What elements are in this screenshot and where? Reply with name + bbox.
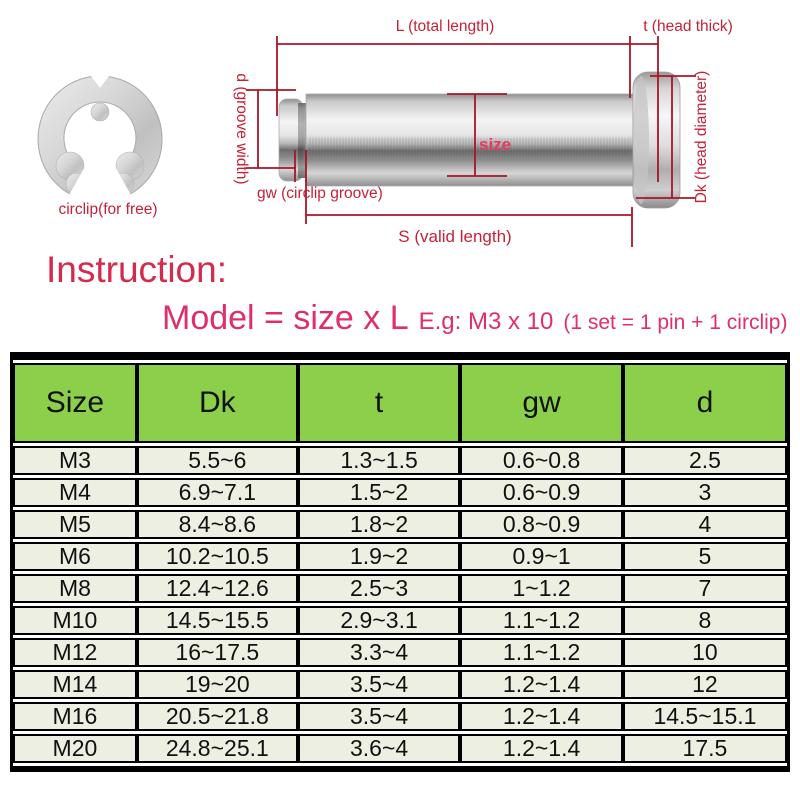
table-cell: M12 xyxy=(13,638,137,667)
table-cell: 1.8~2 xyxy=(298,510,461,539)
table-row xyxy=(13,638,787,667)
label-total-length: L (total length) xyxy=(395,18,495,35)
table-cell: 3 xyxy=(623,478,787,507)
table-cell: M5 xyxy=(13,510,137,539)
label-valid-length: S (valid length) xyxy=(398,227,512,246)
table-cell: 2.5 xyxy=(623,446,787,475)
table-cell: 5 xyxy=(623,542,787,571)
table-cell: 10.2~10.5 xyxy=(137,542,298,571)
spec-table-body xyxy=(13,446,787,763)
table-row xyxy=(13,606,787,635)
table-cell: 3.5~4 xyxy=(298,670,461,699)
model-example: E.g: M3 x 10 xyxy=(418,308,554,335)
model-line xyxy=(162,299,787,338)
table-cell: 0.6~0.8 xyxy=(460,446,623,475)
table-cell: M14 xyxy=(13,670,137,699)
table-cell: 8 xyxy=(623,606,787,635)
table-cell: 1.1~1.2 xyxy=(460,638,623,667)
table-cell: 0.6~0.9 xyxy=(460,478,623,507)
table-cell: 4 xyxy=(623,510,787,539)
table-cell: M20 xyxy=(13,734,137,763)
table-cell: M4 xyxy=(13,478,137,507)
table-cell: 1.5~2 xyxy=(298,478,461,507)
table-cell: 1.2~1.4 xyxy=(460,734,623,763)
table-cell: 1.3~1.5 xyxy=(298,446,461,475)
table-cell: 5.5~6 xyxy=(137,446,298,475)
table-cell: 1.9~2 xyxy=(298,542,461,571)
label-size: size xyxy=(479,135,512,154)
table-cell: M8 xyxy=(13,574,137,603)
table-row xyxy=(13,446,787,475)
table-cell: 3.6~4 xyxy=(298,734,461,763)
table-cell: 1.2~1.4 xyxy=(460,670,623,699)
table-cell: 12.4~12.6 xyxy=(137,574,298,603)
table-cell: 3.3~4 xyxy=(298,638,461,667)
table-cell: 1.2~1.4 xyxy=(460,702,623,731)
column-header: d xyxy=(623,363,787,443)
table-cell: M16 xyxy=(13,702,137,731)
table-cell: 6.9~7.1 xyxy=(137,478,298,507)
label-head-diameter: Dk (head diameter) xyxy=(693,70,710,204)
table-cell: 24.8~25.1 xyxy=(137,734,298,763)
table-row xyxy=(13,510,787,539)
spec-table-wrap xyxy=(10,352,790,772)
instruction-heading: Instruction: xyxy=(46,249,227,290)
table-cell: M10 xyxy=(13,606,137,635)
spec-table xyxy=(13,360,787,766)
table-row xyxy=(13,702,787,731)
table-row xyxy=(13,670,787,699)
table-cell: 1~1.2 xyxy=(460,574,623,603)
table-cell: 2.9~3.1 xyxy=(298,606,461,635)
table-row xyxy=(13,542,787,571)
table-row xyxy=(13,574,787,603)
label-head-thick: t (head thick) xyxy=(643,18,733,35)
table-cell: 14.5~15.1 xyxy=(623,702,787,731)
table-cell: 2.5~3 xyxy=(298,574,461,603)
table-row xyxy=(13,734,787,763)
column-header: gw xyxy=(460,363,623,443)
table-cell: 8.4~8.6 xyxy=(137,510,298,539)
circlip-illustration xyxy=(38,72,162,218)
table-cell: 1.1~1.2 xyxy=(460,606,623,635)
table-cell: 10 xyxy=(623,638,787,667)
table-cell: 14.5~15.5 xyxy=(137,606,298,635)
table-cell: 0.8~0.9 xyxy=(460,510,623,539)
table-cell: 7 xyxy=(623,574,787,603)
label-groove-width: d (groove width) xyxy=(233,73,250,185)
table-cell: 3.5~4 xyxy=(298,702,461,731)
table-cell: 19~20 xyxy=(137,670,298,699)
model-example-note: (1 set = 1 pin + 1 circlip) xyxy=(563,311,788,334)
table-cell: 16~17.5 xyxy=(137,638,298,667)
column-header: Dk xyxy=(137,363,298,443)
table-header-row xyxy=(13,363,787,443)
table-row xyxy=(13,478,787,507)
table-cell: 20.5~21.8 xyxy=(137,702,298,731)
column-header: Size xyxy=(13,363,137,443)
table-cell: 0.9~1 xyxy=(460,542,623,571)
table-cell: 12 xyxy=(623,670,787,699)
model-formula: Model = size x L xyxy=(162,299,409,337)
pin-dimension-diagram xyxy=(0,0,800,256)
circlip-caption: circlip(for free) xyxy=(58,201,158,218)
table-cell: 17.5 xyxy=(623,734,787,763)
table-cell: M3 xyxy=(13,446,137,475)
column-header: t xyxy=(298,363,461,443)
table-cell: M6 xyxy=(13,542,137,571)
label-circlip-groove: gw (circlip groove) xyxy=(257,185,383,202)
